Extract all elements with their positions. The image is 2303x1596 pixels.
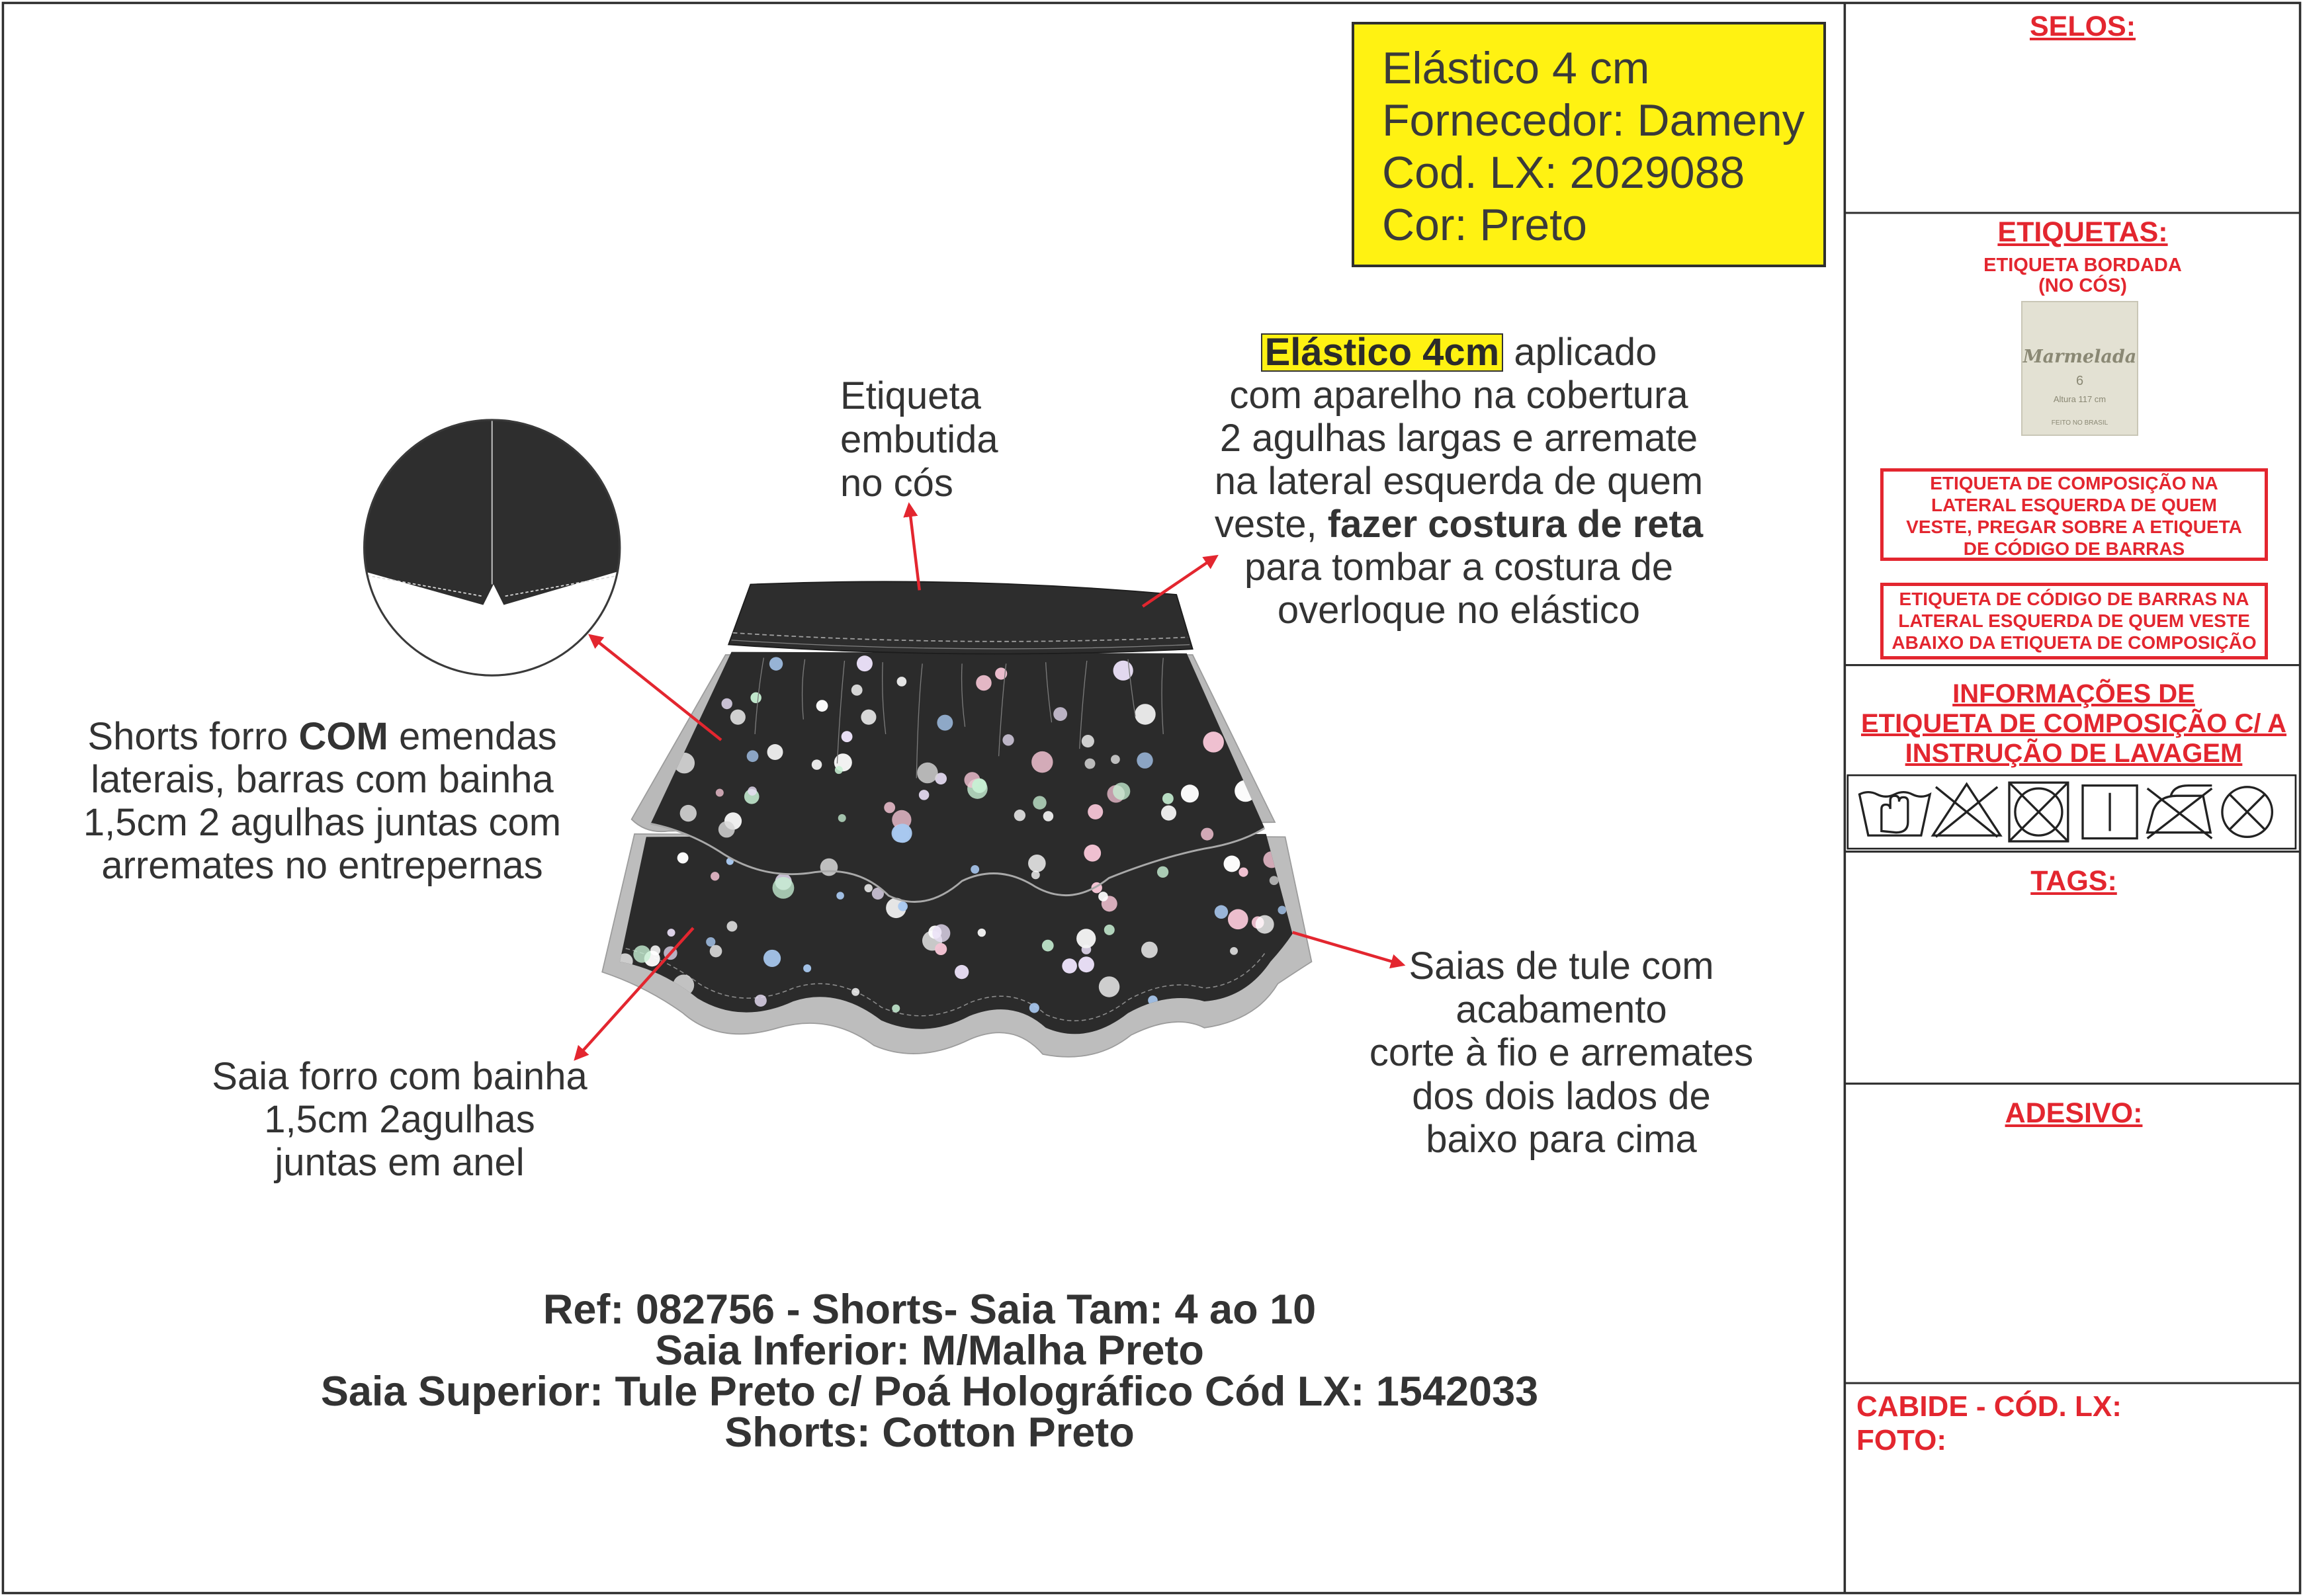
polka-dot — [1157, 866, 1168, 878]
polka-dot — [955, 965, 969, 979]
polka-dot — [1033, 796, 1046, 809]
polka-dot — [861, 710, 876, 725]
barcode-label-note — [1880, 583, 2268, 659]
callout-line: na lateral esquerda de quem — [1214, 460, 1704, 503]
callout-line: juntas em anel — [275, 1141, 525, 1184]
polka-dot — [677, 853, 689, 864]
polka-dot — [897, 677, 907, 687]
tulle-callout — [1297, 945, 1826, 1161]
polka-dot — [1267, 735, 1284, 753]
callout-line — [1161, 331, 1757, 374]
polka-dot — [721, 698, 732, 709]
polka-dot — [642, 1010, 663, 1030]
title-line: Ref: 082756 - Shorts- Saia Tam: 4 ao 10 — [543, 1286, 1317, 1333]
polka-dot — [812, 759, 822, 770]
note-line: LATERAL ESQUERDA DE QUEM — [1931, 495, 2217, 515]
callout-emphasis: COM — [298, 715, 388, 758]
polka-dot — [932, 924, 950, 942]
polka-dot — [917, 763, 938, 784]
polka-dot — [898, 902, 908, 911]
polka-dot — [1162, 793, 1174, 804]
polka-dot — [773, 877, 795, 899]
polka-dot — [640, 731, 648, 739]
title-line: Shorts: Cotton Preto — [724, 1409, 1135, 1456]
callout-line — [24, 715, 620, 758]
polka-dot — [1161, 806, 1176, 821]
polka-dot — [1278, 905, 1286, 914]
callout-line: overloque no elástico — [1277, 589, 1641, 632]
polka-dot — [1084, 759, 1095, 769]
polka-dot — [1042, 940, 1054, 952]
care-symbols-box — [1848, 775, 2296, 849]
caption-line: ETIQUETA BORDADA — [1983, 255, 2182, 276]
heading-line: ETIQUETA DE COMPOSIÇÃO C/ A — [1861, 709, 2286, 738]
polka-dot — [1111, 755, 1120, 764]
polka-dot — [1215, 905, 1228, 919]
polka-dot — [656, 657, 666, 668]
embroidered-label-caption — [1866, 255, 2300, 296]
title-line: Saia Superior: Tule Preto c/ Poá Holográfico Cód LX: 1542033 — [320, 1368, 1539, 1415]
sticker-heading: ADESIVO: — [2005, 1097, 2143, 1129]
no-dry-clean-icon — [2222, 787, 2272, 837]
hanger-code-label: CABIDE - CÓD. LX: — [1856, 1390, 2122, 1423]
polka-dot — [1202, 1033, 1213, 1044]
no-iron-icon — [2148, 786, 2212, 839]
polka-dot — [1084, 845, 1101, 862]
polka-dot — [857, 655, 873, 671]
composition-label-note — [1880, 468, 2268, 561]
note-line: LATERAL ESQUERDA DE QUEM VESTE — [1898, 610, 2250, 631]
polka-dot — [650, 945, 660, 955]
polka-dot — [1244, 723, 1264, 743]
callout-line: Saias de tule com — [1409, 945, 1714, 987]
callout-line: 2 agulhas largas e arremate — [1219, 417, 1698, 460]
callout-line: dos dois lados de — [1412, 1074, 1711, 1118]
polka-dot — [971, 865, 979, 874]
title-line: Saia Inferior: M/Malha Preto — [655, 1327, 1204, 1374]
polka-dot — [1082, 735, 1094, 747]
polka-dot — [851, 988, 859, 996]
polka-dot — [816, 700, 828, 712]
label-brand: Marmelada — [2022, 347, 2137, 367]
polka-dot — [767, 744, 783, 760]
callout-line — [1161, 503, 1757, 546]
polka-dot — [1028, 855, 1046, 872]
callout-line: arremates no entrepernas — [101, 844, 543, 887]
polka-dot — [1252, 683, 1264, 695]
callout-line: no cós — [840, 462, 953, 505]
polka-dot — [1043, 811, 1054, 821]
callout-text: Shorts forro — [87, 715, 299, 758]
polka-dot — [893, 823, 912, 843]
seals-heading: SELOS: — [2029, 11, 2136, 42]
polka-dot — [935, 943, 947, 955]
polka-dot — [683, 1036, 704, 1058]
label-callout — [840, 374, 998, 505]
spec-line: Elástico 4 cm — [1382, 43, 1650, 93]
callout-line: laterais, barras com bainha — [91, 758, 554, 801]
polka-dot — [645, 1029, 663, 1047]
callout-line: 1,5cm 2agulhas — [264, 1098, 535, 1141]
polka-dot — [892, 1005, 900, 1013]
polka-dot — [884, 802, 895, 813]
polka-dot — [763, 950, 781, 967]
polka-dot — [1291, 814, 1303, 826]
note-line: ETIQUETA DE CÓDIGO DE BARRAS NA — [1899, 589, 2249, 609]
polka-dot — [1104, 925, 1115, 935]
polka-dot — [1135, 704, 1156, 725]
note-line: ABAIXO DA ETIQUETA DE COMPOSIÇÃO — [1891, 632, 2257, 653]
shorts-detail-zoom — [353, 411, 646, 705]
polka-dot — [747, 750, 759, 762]
polka-dot — [1283, 775, 1295, 786]
polka-dot — [1053, 707, 1067, 721]
polka-dot — [1203, 732, 1224, 753]
polka-dot — [1270, 876, 1279, 885]
polka-dot — [1201, 828, 1213, 841]
callout-line: embutida — [840, 418, 998, 461]
shorts-callout — [24, 715, 620, 887]
polka-dot — [1238, 867, 1248, 876]
elastic-highlight: Elástico 4cm — [1261, 333, 1504, 372]
callout-line: com aparelho na cobertura — [1229, 374, 1688, 417]
callout-emphasis: fazer costura de reta — [1327, 503, 1704, 546]
polka-dot — [755, 995, 767, 1007]
polka-dot — [680, 805, 697, 821]
callout-text: veste, — [1214, 503, 1328, 546]
polka-dot — [919, 790, 930, 800]
polka-dot — [978, 929, 986, 937]
polka-dot — [718, 821, 735, 838]
polka-dot — [1141, 942, 1158, 958]
polka-dot — [851, 685, 863, 696]
polka-dot — [836, 892, 844, 900]
polka-dot — [1230, 947, 1238, 955]
polka-dot — [1113, 782, 1130, 800]
heading-line: INSTRUÇÃO DE LAVAGEM — [1905, 739, 2243, 768]
polka-dot — [1002, 734, 1014, 745]
polka-dot — [937, 715, 953, 731]
polka-dot — [1286, 782, 1299, 796]
callout-line: para tombar a costura de — [1244, 546, 1674, 589]
polka-dot — [864, 884, 872, 892]
polka-dot — [835, 766, 843, 774]
polka-dot — [820, 859, 838, 876]
polka-dot — [1181, 784, 1199, 802]
polka-dot — [1224, 856, 1240, 872]
labels-heading: ETIQUETAS: — [1997, 216, 2168, 248]
polka-dot — [1062, 958, 1077, 974]
elastic-callout — [1161, 331, 1757, 632]
spec-line: Cod. LX: 2029088 — [1382, 147, 1745, 198]
callout-line: Saia forro com bainha — [212, 1055, 587, 1098]
tags-heading: TAGS: — [2030, 865, 2117, 897]
polka-dot — [1228, 909, 1248, 930]
note-line: ETIQUETA DE COMPOSIÇÃO NA — [1930, 473, 2218, 493]
drip-dry-icon — [2083, 786, 2137, 839]
polka-dot — [1029, 1003, 1039, 1013]
reference-title-block — [268, 1286, 1591, 1456]
polka-dot — [1078, 956, 1094, 972]
polka-dot — [633, 945, 650, 962]
lining-callout — [135, 1055, 664, 1184]
spec-line: Cor: Preto — [1382, 200, 1587, 250]
polka-dot — [710, 945, 722, 958]
polka-dot — [750, 693, 761, 703]
callout-line: 1,5cm 2 agulhas juntas com — [83, 801, 562, 844]
polka-dot — [748, 786, 757, 796]
polka-dot — [1088, 804, 1103, 819]
elastic-spec-box — [1352, 22, 1826, 267]
polka-dot — [726, 921, 737, 932]
polka-dot — [1099, 976, 1120, 997]
note-line: DE CÓDIGO DE BARRAS — [1963, 538, 2185, 559]
label-height: Altura 117 cm — [2053, 394, 2107, 404]
polka-dot — [976, 675, 992, 691]
polka-dot — [769, 657, 783, 670]
polka-dot — [803, 964, 811, 972]
polka-dot — [706, 937, 715, 946]
polka-dot — [1014, 810, 1025, 821]
embroidered-label-sample — [2021, 301, 2138, 436]
callout-text: aplicado — [1503, 331, 1657, 374]
polka-dot — [1256, 915, 1274, 934]
polka-dot — [693, 675, 703, 685]
waistband — [728, 581, 1193, 653]
shorts-lining-detail — [353, 411, 634, 605]
label-origin: FEITO NO BRASIL — [2051, 419, 2108, 427]
heading-line: INFORMAÇÕES DE — [1952, 679, 2195, 708]
polka-dot — [716, 789, 724, 797]
callout-text: emendas — [388, 715, 557, 758]
no-tumble-dry-icon — [2009, 782, 2068, 841]
photo-label: FOTO: — [1856, 1424, 1947, 1456]
arrow-label — [909, 505, 920, 591]
caption-line: (NO CÓS) — [2038, 275, 2127, 296]
polka-dot — [668, 929, 675, 937]
polka-dot — [838, 814, 846, 822]
polka-dot — [730, 710, 746, 725]
polka-dot — [1137, 752, 1152, 768]
callout-line: corte à fio e arremates — [1369, 1031, 1754, 1074]
note-line: VESTE, PREGAR SOBRE A ETIQUETA — [1906, 517, 2242, 537]
polka-dot — [711, 872, 719, 880]
polka-dot — [1076, 929, 1096, 948]
callout-line: Etiqueta — [840, 374, 981, 417]
callout-line: acabamento — [1456, 987, 1667, 1031]
no-bleach-icon — [1933, 784, 2001, 837]
hand-wash-icon — [1860, 792, 1931, 835]
skirt-illustration — [602, 581, 1311, 1058]
care-info-heading — [1847, 679, 2300, 769]
polka-dot — [972, 778, 986, 793]
polka-dot — [1259, 1042, 1267, 1050]
polka-dot — [1031, 751, 1053, 773]
callout-line: baixo para cima — [1426, 1118, 1697, 1161]
polka-dot — [842, 731, 853, 742]
polka-dot — [1098, 892, 1108, 902]
label-size: 6 — [2075, 374, 2084, 388]
polka-dot — [816, 1024, 836, 1044]
spec-line: Fornecedor: Dameny — [1382, 95, 1805, 146]
polka-dot — [1283, 791, 1298, 806]
polka-dot — [1252, 1025, 1267, 1040]
